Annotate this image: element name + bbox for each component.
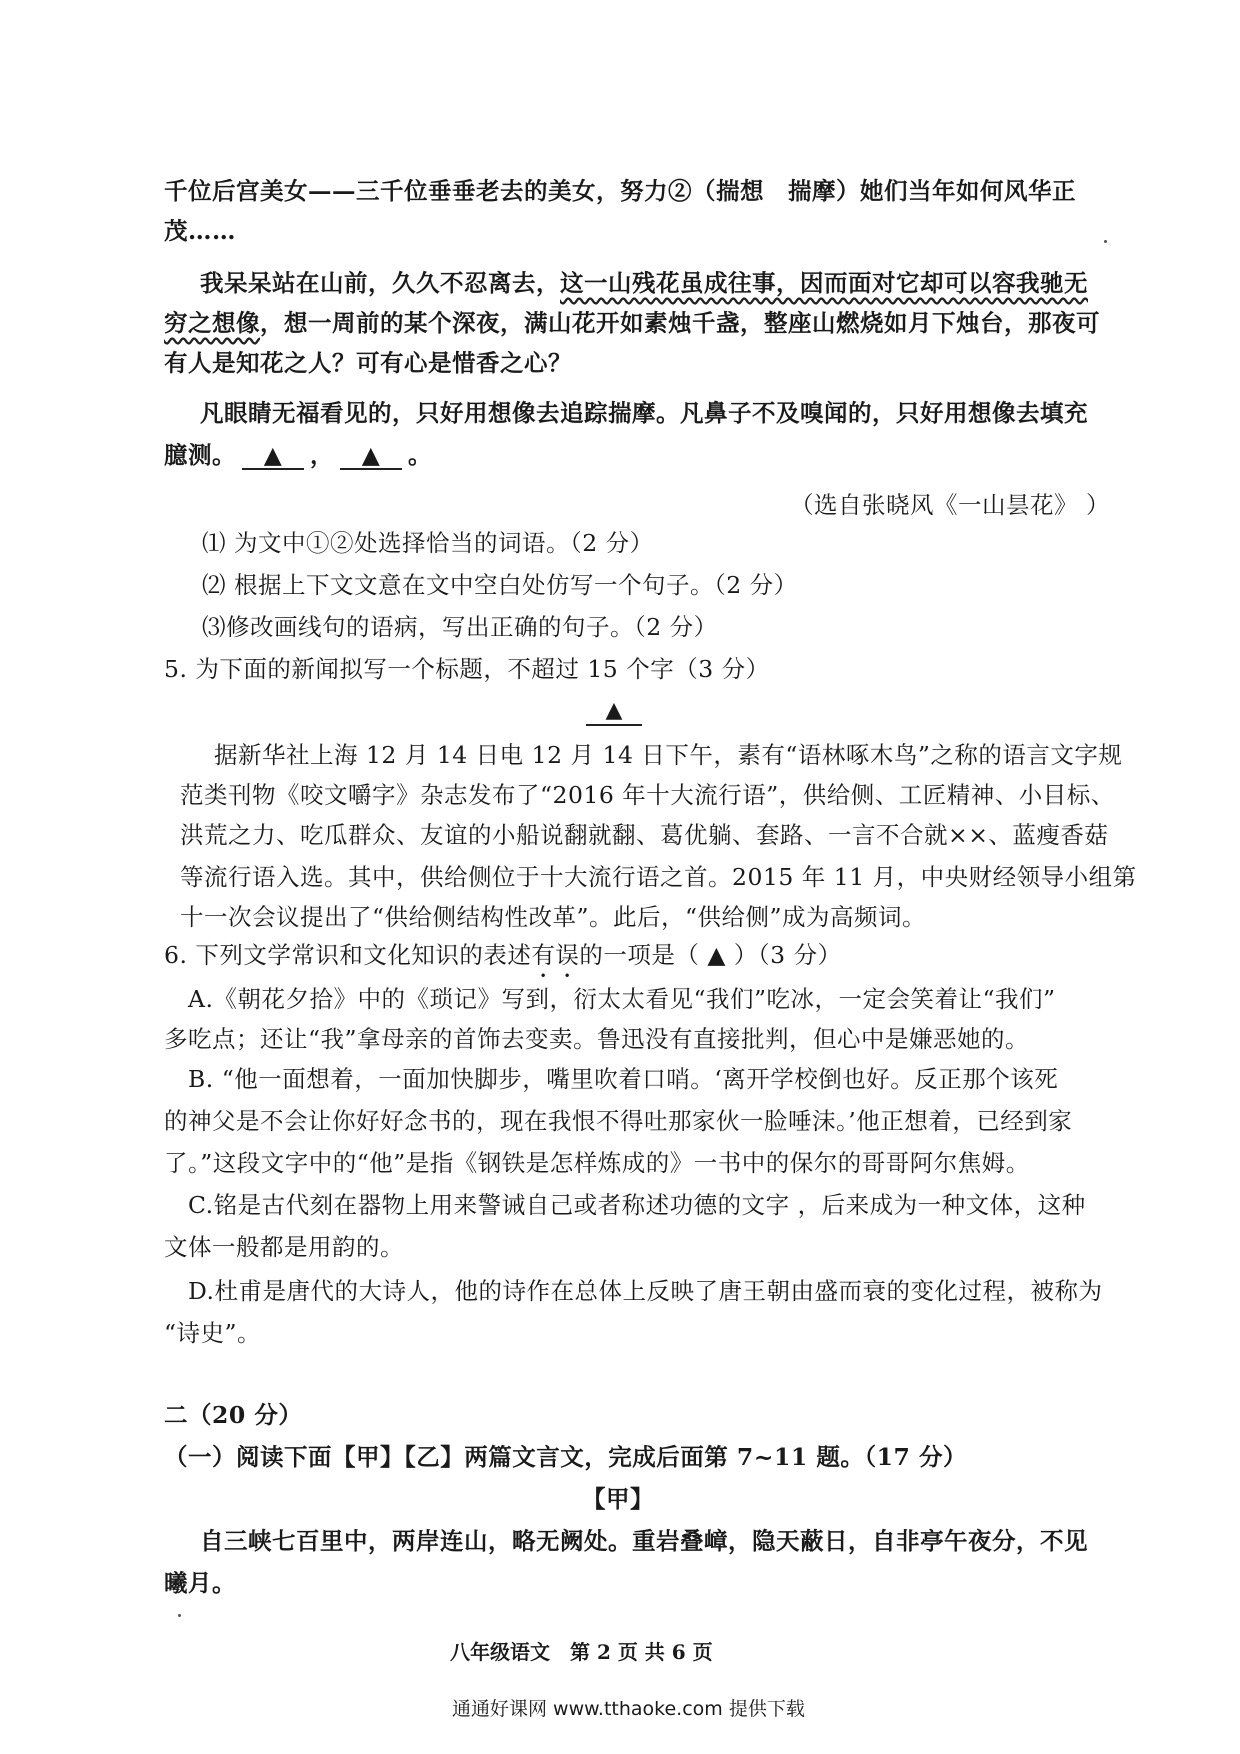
classical-text-line-1: 自三峡七百里中，两岸连山，略无阙处。重岩叠嶂，隐天蔽日，自非亭午夜分，不见 [200,1527,1088,1555]
download-credit: 通通好课网 www.tthaoke.com 提供下载 [452,1698,805,1720]
section-2-subheading: （一）阅读下面【甲】【乙】两篇文言文，完成后面第 7~11 题。（17 分） [164,1443,967,1471]
question-6-title-post: 的一项是（ ▲ ）（3 分） [579,941,842,969]
question-4-1: ⑴ 为文中①②处选择恰当的词语。（2 分） [202,529,654,557]
underlined-sentence-part-1: 这一山残花虽成往事，因而面对它却可以容我驰无 [560,269,1088,297]
option-b-line-1: B. “他一面想着，一面加快脚步，嘴里吹着口哨。‘离开学校倒也好。反正那个该死 [188,1065,1059,1093]
page-footer: 八年级语文 第 2 页 共 6 页 [450,1640,713,1664]
news-line-2: 范类刊物《咬文嚼字》杂志发布了“2016 年十大流行语”，供给侧、工匠精神、小目标、 [180,781,1115,809]
section-2-heading: 二（20 分） [164,1401,303,1429]
classical-text-line-2: 曦月。 [164,1569,236,1597]
scan-speck [178,1614,181,1617]
question-4-2: ⑵ 根据上下文文意在文中空白处仿写一个句子。（2 分） [202,571,798,599]
text-jia-label: 【甲】 [582,1485,654,1513]
comma: ， [310,441,334,469]
passage-line-7 [164,440,432,470]
option-c-line-2: 文体一般都是用韵的。 [164,1233,404,1261]
emphasis-wrong: 有误 [531,941,580,969]
passage-line-2: 茂…… [164,217,236,245]
option-c-line-1: C.铭是古代刻在器物上用来警诫自己或者称述功德的文字 ，后来成为一种文体，这种 [188,1191,1086,1219]
option-b-line-2: 的神父是不会让你好好念书的，现在我恨不得吐那家伙一脸唾沫。’他正想着，已经到家 [164,1107,1073,1135]
news-line-5: 十一次会议提出了“供给侧结构性改革”。此后，“供给侧”成为高频词。 [180,903,927,931]
passage-line-3-text: 我呆呆站在山前，久久不忍离去， [200,269,560,297]
scan-speck [1104,240,1107,243]
passage-line-7-text: 臆测。 [164,441,236,469]
passage-line-4 [164,308,1100,338]
news-line-1: 据新华社上海 12 月 14 日电 12 月 14 日下午，素有“语林啄木鸟”之称的语言文字规 [214,741,1123,769]
question-5-title: 5. 为下面的新闻拟写一个标题，不超过 15 个字（3 分） [164,655,770,683]
passage-line-6: 凡眼睛无福看见的，只好用想像去追踪揣摩。凡鼻子不及嗅闻的，只好用想像去填充 [200,399,1088,427]
answer-blank-2[interactable]: ▲ [340,442,402,470]
passage-line-4-text: ，想一周前的某个深夜，满山花开如素烛千盏，整座山燃烧如月下烛台，那夜可 [260,309,1100,337]
news-line-4: 等流行语入选。其中，供给侧位于十大流行语之首。2015 年 11 月，中央财经领导小组第 [180,863,1137,891]
option-d-line-2: “诗史”。 [164,1319,262,1347]
option-a-line-2: 多吃点；还让“我”拿母亲的首饰去变卖。鲁迅没有直接批判，但心中是嫌恶她的。 [164,1025,1030,1053]
passage-source: （选自张晓风《一山昙花》 ） [790,491,1110,519]
passage-line-3 [200,268,1088,298]
period: 。 [408,441,432,469]
question-6-title-pre: 6. 下列文学常识和文化知识的表述 [164,941,532,969]
underlined-sentence-part-2: 穷之想像 [164,309,260,337]
answer-blank-1[interactable]: ▲ [242,442,304,470]
answer-blank-headline[interactable]: ▲ [586,698,642,726]
news-line-3: 洪荒之力、吃瓜群众、友谊的小船说翻就翻、葛优躺、套路、一言不合就××、蓝瘦香菇 [180,821,1109,849]
passage-line-1: 千位后宫美女——三千位垂垂老去的美女，努力②（揣想 揣摩）她们当年如何风华正 [164,177,1076,205]
question-6-title [164,940,842,983]
question-4-3: ⑶修改画线句的语病，写出正确的句子。（2 分） [202,613,718,641]
option-d-line-1: D.杜甫是唐代的大诗人，他的诗作在总体上反映了唐王朝由盛而衰的变化过程，被称为 [188,1277,1103,1305]
passage-line-5: 有人是知花之人？可有心是惜香之心？ [164,349,572,377]
option-b-line-3: 了。”这段文字中的“他”是指《钢铁是怎样炼成的》一书中的保尔的哥哥阿尔焦姆。 [164,1149,1030,1177]
option-a-line-1: A.《朝花夕拾》中的《琐记》写到，衍太太看见“我们”吃冰，一定会笑着让“我们” [188,985,1056,1013]
